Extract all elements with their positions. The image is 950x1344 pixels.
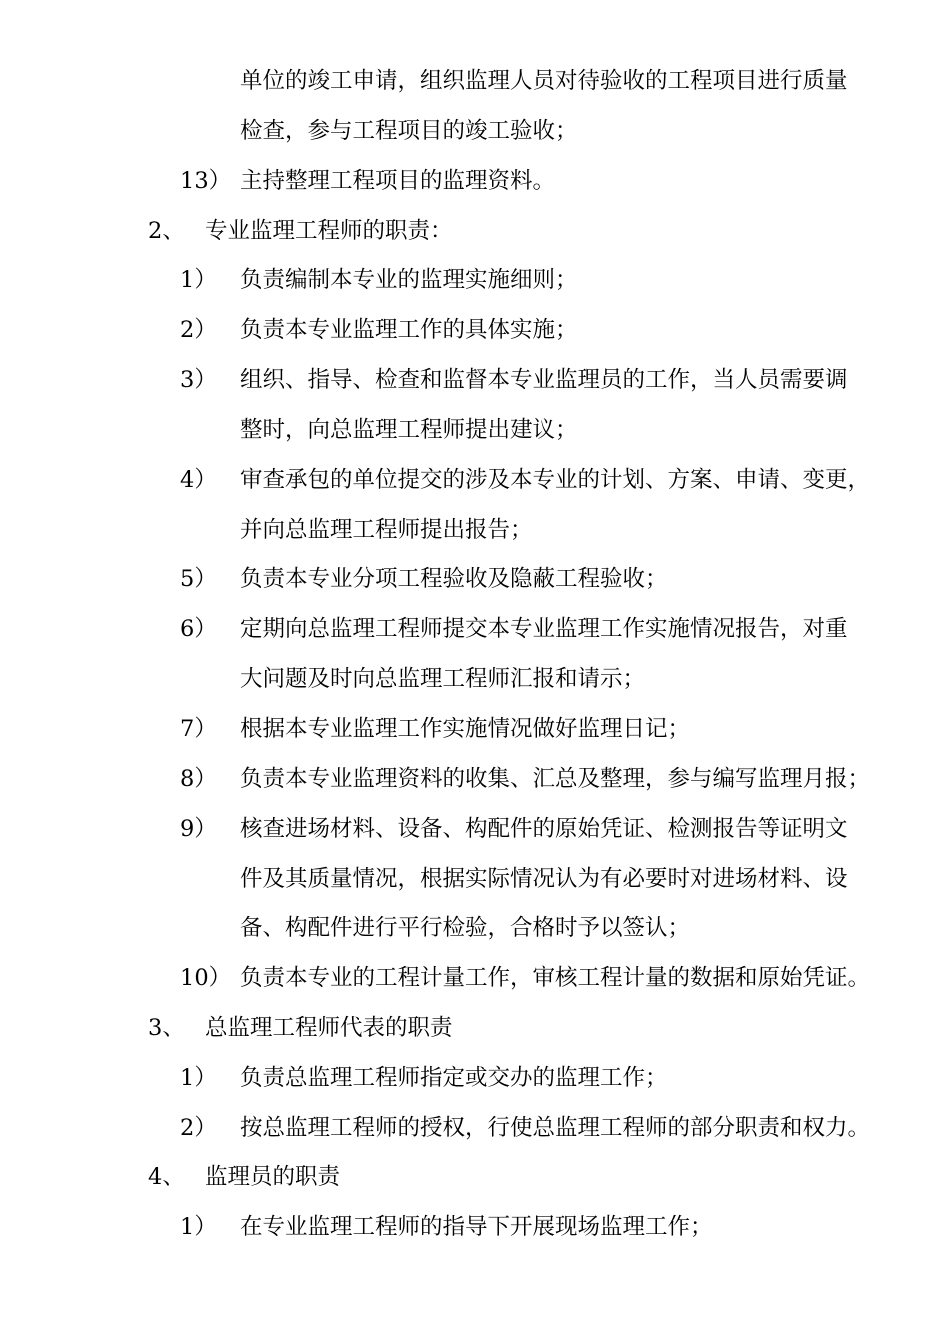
- section-2-title: 专业监理工程师的职责：: [205, 218, 453, 244]
- section-3-number: 3、: [148, 1015, 185, 1041]
- s2-item-4-line-1: 审查承包的单位提交的涉及本专业的计划、方案、申请、变更，: [240, 467, 871, 493]
- item-13-number: 13）: [180, 168, 232, 194]
- s4-item-1-line-1: 在专业监理工程师的指导下开展现场监理工作；: [240, 1214, 713, 1240]
- s2-item-4-number: 4）: [180, 467, 217, 493]
- section-3-title: 总监理工程师代表的职责: [205, 1015, 453, 1041]
- continuation-line-1: 单位的竣工申请，组织监理人员对待验收的工程项目进行质量: [240, 68, 848, 94]
- s2-item-6-line-2: 大问题及时向总监理工程师汇报和请示；: [240, 666, 646, 692]
- s2-item-3-line-2: 整时，向总监理工程师提出建议；: [240, 417, 578, 443]
- section-4-title: 监理员的职责: [205, 1164, 341, 1190]
- s2-item-3-number: 3）: [180, 367, 217, 393]
- s2-item-10-line-1: 负责本专业的工程计量工作，审核工程计量的数据和原始凭证。: [240, 965, 871, 991]
- s2-item-7-number: 7）: [180, 716, 217, 742]
- s3-item-2-line-1: 按总监理工程师的授权，行使总监理工程师的部分职责和权力。: [240, 1115, 871, 1141]
- s2-item-9-number: 9）: [180, 816, 217, 842]
- s3-item-2-number: 2）: [180, 1115, 217, 1141]
- section-2-number: 2、: [148, 218, 185, 244]
- s2-item-2-number: 2）: [180, 317, 217, 343]
- s3-item-1-line-1: 负责总监理工程师指定或交办的监理工作；: [240, 1065, 668, 1091]
- item-13-text: 主持整理工程项目的监理资料。: [240, 168, 556, 194]
- s2-item-9-line-2: 件及其质量情况，根据实际情况认为有必要时对进场材料、设: [240, 866, 848, 892]
- section-4-number: 4、: [148, 1164, 185, 1190]
- continuation-line-2: 检查，参与工程项目的竣工验收；: [240, 118, 578, 144]
- s2-item-6-line-1: 定期向总监理工程师提交本专业监理工作实施情况报告，对重: [240, 616, 848, 642]
- s2-item-1-line-1: 负责编制本专业的监理实施细则；: [240, 267, 578, 293]
- s2-item-4-line-2: 并向总监理工程师提出报告；: [240, 517, 533, 543]
- s2-item-1-number: 1）: [180, 267, 217, 293]
- s3-item-1-number: 1）: [180, 1065, 217, 1091]
- s2-item-9-line-1: 核查进场材料、设备、构配件的原始凭证、检测报告等证明文: [240, 816, 848, 842]
- s2-item-8-line-1: 负责本专业监理资料的收集、汇总及整理，参与编写监理月报；: [240, 766, 871, 792]
- s2-item-7-line-1: 根据本专业监理工作实施情况做好监理日记；: [240, 716, 691, 742]
- s2-item-3-line-1: 组织、指导、检查和监督本专业监理员的工作，当人员需要调: [240, 367, 848, 393]
- s2-item-5-line-1: 负责本专业分项工程验收及隐蔽工程验收；: [240, 566, 668, 592]
- s2-item-10-number: 10）: [180, 965, 232, 991]
- s2-item-9-line-3: 备、构配件进行平行检验，合格时予以签认；: [240, 915, 691, 941]
- s2-item-5-number: 5）: [180, 566, 217, 592]
- s2-item-2-line-1: 负责本专业监理工作的具体实施；: [240, 317, 578, 343]
- s2-item-6-number: 6）: [180, 616, 217, 642]
- s2-item-8-number: 8）: [180, 766, 217, 792]
- s4-item-1-number: 1）: [180, 1214, 217, 1240]
